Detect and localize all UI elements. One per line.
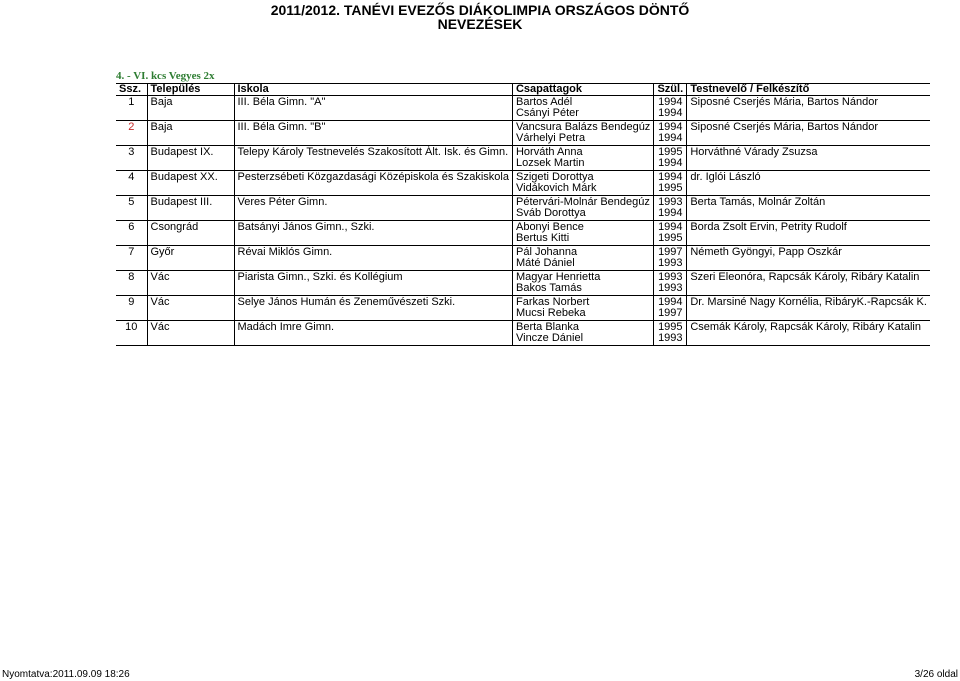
- city-cell: Vác: [147, 296, 234, 309]
- rank-cell: 3: [128, 146, 135, 158]
- page-number: 3/26 oldal: [914, 669, 958, 680]
- team-member-cell: Sváb Dorottya: [512, 208, 653, 221]
- empty-cell: [687, 133, 930, 146]
- team-member-cell: Farkas Norbert: [512, 296, 653, 309]
- coach-cell: Borda Zsolt Ervin, Petrity Rudolf: [687, 221, 930, 234]
- empty-cell: [687, 283, 930, 296]
- school-cell: Batsányi János Gimn., Szki.: [234, 221, 512, 234]
- header-felkeszito: Testnevelő / Felkészítő: [687, 84, 930, 96]
- team-member-cell: Vidákovich Márk: [512, 183, 653, 196]
- table-row-continuation: [116, 158, 930, 171]
- school-cell: Selye János Humán és Zeneművészeti Szki.: [234, 296, 512, 309]
- school-cell: III. Béla Gimn. "B": [234, 121, 512, 134]
- document-subtitle: NEVEZÉSEK: [437, 16, 523, 32]
- empty-cell: [116, 308, 147, 321]
- team-member-cell: Várhelyi Petra: [512, 133, 653, 146]
- document-title: 2011/2012. TANÉVI EVEZŐS DIÁKOLIMPIA ORSZÁGOS DÖNTŐ: [270, 2, 690, 18]
- empty-cell: [234, 233, 512, 246]
- team-member-cell: Bakos Tamás: [512, 283, 653, 296]
- team-member-cell: Bartos Adél: [512, 96, 653, 109]
- table-row-continuation: [116, 183, 930, 196]
- birth-year-cell: 1994: [654, 158, 687, 171]
- table-row-continuation: [116, 308, 930, 321]
- table-row: [116, 146, 930, 159]
- birth-year-cell: 1994: [654, 296, 687, 309]
- empty-cell: [116, 133, 147, 146]
- empty-cell: [234, 308, 512, 321]
- table-row: [116, 171, 930, 184]
- coach-cell: Berta Tamás, Molnár Zoltán: [687, 196, 930, 209]
- city-cell: Budapest XX.: [147, 171, 234, 184]
- empty-cell: [116, 108, 147, 121]
- city-cell: Budapest IX.: [147, 146, 234, 159]
- rank-cell: 8: [128, 271, 135, 283]
- team-member-cell: Szigeti Dorottya: [512, 171, 653, 184]
- print-timestamp: Nyomtatva:2011.09.09 18:26: [2, 669, 130, 680]
- birth-year-cell: 1994: [654, 133, 687, 146]
- empty-cell: [687, 258, 930, 271]
- empty-cell: [234, 133, 512, 146]
- entries-table: [116, 83, 930, 346]
- school-cell: Pesterzsébeti Közgazdasági Középiskola és Szakiskola: [234, 171, 512, 184]
- table-row: [116, 96, 930, 109]
- team-member-cell: Bertus Kitti: [512, 233, 653, 246]
- birth-year-cell: 1993: [654, 283, 687, 296]
- rank-cell: 4: [128, 171, 135, 183]
- empty-cell: [234, 283, 512, 296]
- city-cell: Vác: [147, 321, 234, 334]
- birth-year-cell: 1997: [654, 308, 687, 321]
- header-szul: Szül.: [654, 84, 687, 96]
- table-row-continuation: [116, 333, 930, 346]
- birth-year-cell: 1994: [654, 208, 687, 221]
- team-member-cell: Berta Blanka: [512, 321, 653, 334]
- birth-year-cell: 1993: [654, 271, 687, 284]
- table-row-continuation: [116, 258, 930, 271]
- city-cell: Budapest III.: [147, 196, 234, 209]
- empty-cell: [234, 258, 512, 271]
- team-member-cell: Máté Dániel: [512, 258, 653, 271]
- empty-cell: [116, 208, 147, 221]
- birth-year-cell: 1997: [654, 246, 687, 259]
- table-row: [116, 321, 930, 334]
- city-cell: Győr: [147, 246, 234, 259]
- city-cell: Baja: [147, 121, 234, 134]
- table-row: [116, 196, 930, 209]
- coach-cell: Németh Gyöngyi, Papp Oszkár: [687, 246, 930, 259]
- empty-cell: [116, 333, 147, 346]
- empty-cell: [147, 283, 234, 296]
- table-row: [116, 296, 930, 309]
- coach-cell: Csemák Károly, Rapcsák Károly, Ribáry Katalin: [687, 321, 930, 334]
- birth-year-cell: 1995: [654, 146, 687, 159]
- empty-cell: [116, 258, 147, 271]
- team-member-cell: Pétervári-Molnár Bendegúz: [512, 196, 653, 209]
- team-member-cell: Vancsura Balázs Bendegúz: [512, 121, 653, 134]
- team-member-cell: Lozsek Martin: [512, 158, 653, 171]
- empty-cell: [116, 158, 147, 171]
- city-cell: Baja: [147, 96, 234, 109]
- empty-cell: [147, 208, 234, 221]
- rank-cell: 9: [128, 296, 135, 308]
- school-cell: Madách Imre Gimn.: [234, 321, 512, 334]
- empty-cell: [147, 333, 234, 346]
- coach-cell: Siposné Cserjés Mária, Bartos Nándor: [687, 96, 930, 109]
- team-member-cell: Csányi Péter: [512, 108, 653, 121]
- team-member-cell: Horváth Anna: [512, 146, 653, 159]
- header-ssz: Ssz.: [116, 84, 147, 96]
- table-row-continuation: [116, 233, 930, 246]
- table-row-continuation: [116, 283, 930, 296]
- birth-year-cell: 1994: [654, 221, 687, 234]
- empty-cell: [116, 283, 147, 296]
- rank-cell: 1: [128, 96, 135, 108]
- birth-year-cell: 1995: [654, 183, 687, 196]
- birth-year-cell: 1993: [654, 333, 687, 346]
- rank-cell: 6: [128, 221, 135, 233]
- team-member-cell: Magyar Henrietta: [512, 271, 653, 284]
- empty-cell: [687, 233, 930, 246]
- empty-cell: [234, 208, 512, 221]
- empty-cell: [147, 233, 234, 246]
- birth-year-cell: 1995: [654, 233, 687, 246]
- table-row-continuation: [116, 208, 930, 221]
- empty-cell: [687, 183, 930, 196]
- empty-cell: [234, 183, 512, 196]
- table-row: [116, 121, 930, 134]
- empty-cell: [147, 183, 234, 196]
- coach-cell: Siposné Cserjés Mária, Bartos Nándor: [687, 121, 930, 134]
- empty-cell: [687, 108, 930, 121]
- birth-year-cell: 1995: [654, 321, 687, 334]
- empty-cell: [116, 233, 147, 246]
- empty-cell: [687, 208, 930, 221]
- coach-cell: dr. Iglói László: [687, 171, 930, 184]
- table-row: [116, 271, 930, 284]
- header-csapattagok: Csapattagok: [512, 84, 653, 96]
- rank-cell: 7: [128, 246, 135, 258]
- empty-cell: [234, 108, 512, 121]
- birth-year-cell: 1994: [654, 121, 687, 134]
- birth-year-cell: 1994: [654, 96, 687, 109]
- empty-cell: [687, 308, 930, 321]
- empty-cell: [234, 333, 512, 346]
- birth-year-cell: 1993: [654, 258, 687, 271]
- birth-year-cell: 1994: [654, 171, 687, 184]
- table-row-continuation: [116, 133, 930, 146]
- empty-cell: [147, 133, 234, 146]
- empty-cell: [147, 108, 234, 121]
- empty-cell: [147, 258, 234, 271]
- empty-cell: [234, 158, 512, 171]
- team-member-cell: Vincze Dániel: [512, 333, 653, 346]
- table-row: [116, 246, 930, 259]
- header-telepules: Település: [147, 84, 234, 96]
- table-row: [116, 221, 930, 234]
- coach-cell: Szeri Eleonóra, Rapcsák Károly, Ribáry Katalin: [687, 271, 930, 284]
- school-cell: Telepy Károly Testnevelés Szakosított Ált. Isk. és Gimn.: [234, 146, 512, 159]
- event-category-title: 4. - VI. kcs Vegyes 2x: [116, 70, 215, 82]
- school-cell: Révai Miklós Gimn.: [234, 246, 512, 259]
- city-cell: Vác: [147, 271, 234, 284]
- empty-cell: [147, 308, 234, 321]
- school-cell: Piarista Gimn., Szki. és Kollégium: [234, 271, 512, 284]
- rank-cell: 10: [125, 321, 138, 333]
- team-member-cell: Mucsi Rebeka: [512, 308, 653, 321]
- rank-cell: 5: [128, 196, 135, 208]
- coach-cell: Horváthné Várady Zsuzsa: [687, 146, 930, 159]
- birth-year-cell: 1994: [654, 108, 687, 121]
- empty-cell: [687, 158, 930, 171]
- city-cell: Csongrád: [147, 221, 234, 234]
- coach-cell: Dr. Marsiné Nagy Kornélia, RibáryK.-Rapcsák K.: [687, 296, 930, 309]
- empty-cell: [147, 158, 234, 171]
- empty-cell: [687, 333, 930, 346]
- empty-cell: [116, 183, 147, 196]
- team-member-cell: Pál Johanna: [512, 246, 653, 259]
- birth-year-cell: 1993: [654, 196, 687, 209]
- rank-cell: 2: [128, 121, 135, 133]
- table-header-row: [116, 84, 930, 96]
- team-member-cell: Abonyi Bence: [512, 221, 653, 234]
- table-row-continuation: [116, 108, 930, 121]
- entries-body: [116, 96, 930, 346]
- school-cell: Veres Péter Gimn.: [234, 196, 512, 209]
- school-cell: III. Béla Gimn. "A": [234, 96, 512, 109]
- header-iskola: Iskola: [234, 84, 512, 96]
